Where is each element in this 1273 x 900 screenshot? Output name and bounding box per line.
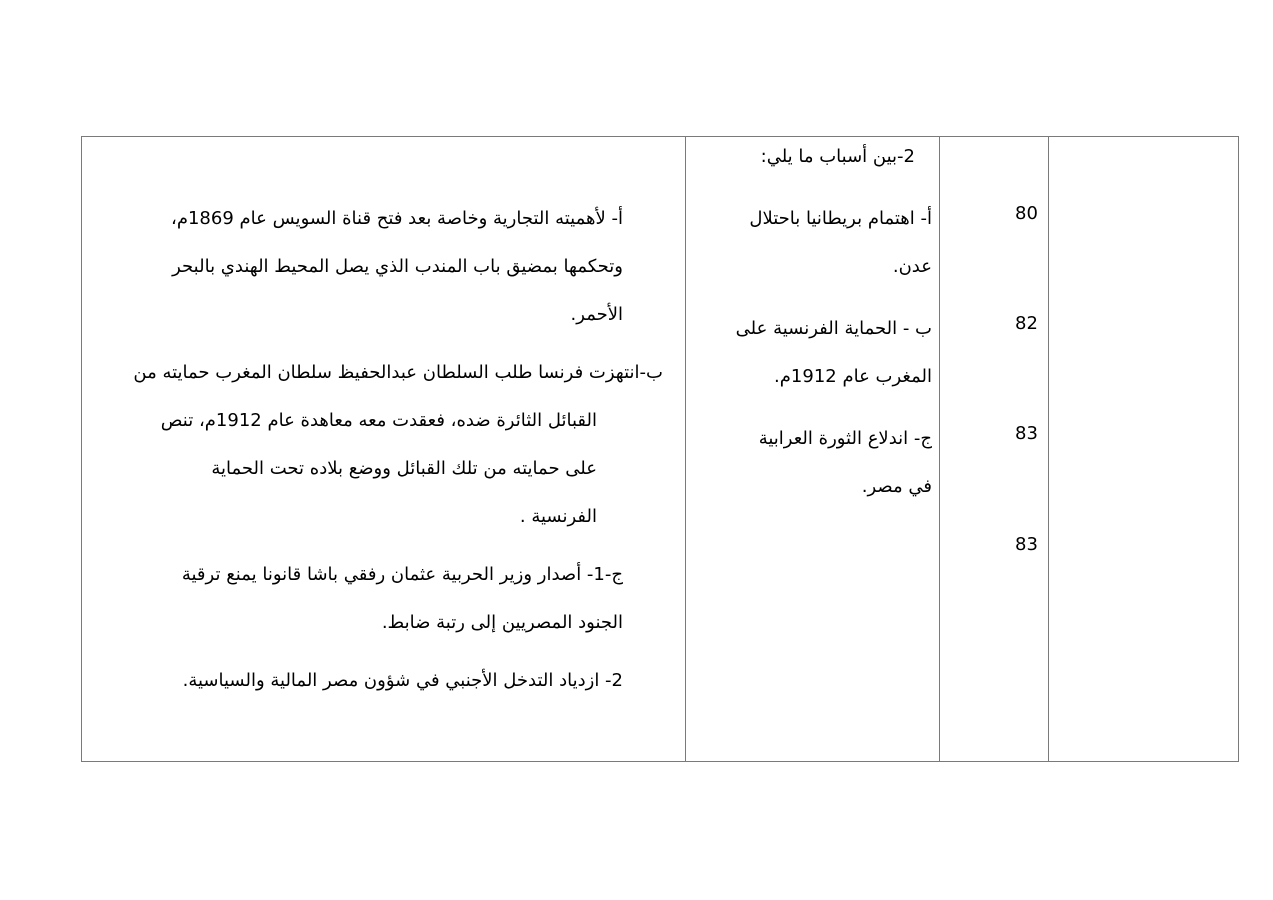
question-item-b-line1: ب - الحماية الفرنسية على: [735, 318, 932, 339]
question-item-b-line2: المغرب عام 1912م.: [774, 366, 932, 387]
column-divider: [1048, 137, 1049, 761]
questions-table: [81, 136, 1239, 762]
answer-c1-line2: الجنود المصريين إلى رتبة ضابط.: [381, 612, 623, 633]
question-item-a-line2: عدن.: [892, 256, 932, 277]
answer-a-line1: أ- لأهميته التجارية وخاصة بعد فتح قناة السويس عام 1869م،: [171, 208, 623, 229]
question-item-c-line1: ج- اندلاع الثورة العرابية: [758, 428, 932, 449]
answer-b-line1: ب-انتهزت فرنسا طلب السلطان عبدالحفيظ سلطان المغرب حمايته من: [133, 362, 663, 383]
question-item-a-line1: أ- اهتمام بريطانيا باحتلال: [749, 208, 932, 229]
answer-c2-line1: 2- ازدياد التدخل الأجنبي في شؤون مصر المالية والسياسية.: [182, 670, 623, 691]
answer-b-line4: الفرنسية .: [519, 506, 597, 527]
question-item-c-line2: في مصر.: [861, 476, 932, 497]
page-number: 83: [1015, 534, 1038, 555]
answer-a-line3: الأحمر.: [570, 304, 623, 325]
answer-b-line2: القبائل الثائرة ضده، فعقدت معه معاهدة عام 1912م، تنص: [160, 410, 597, 431]
answer-a-line2: وتحكمها بمضيق باب المندب الذي يصل المحيط الهندي بالبحر: [172, 256, 623, 277]
answer-c1-line1: ج-1- أصدار وزير الحربية عثمان رفقي باشا قانونا يمنع ترقية: [181, 564, 623, 585]
answer-b-line3: على حمايته من تلك القبائل ووضع بلاده تحت الحماية: [211, 458, 597, 479]
column-divider: [939, 137, 940, 761]
column-divider: [685, 137, 686, 761]
page-number: 83: [1015, 423, 1038, 444]
page-number: 82: [1015, 313, 1038, 334]
page-number: 80: [1015, 203, 1038, 224]
question-heading: 2-بين أسباب ما يلي:: [760, 146, 915, 167]
